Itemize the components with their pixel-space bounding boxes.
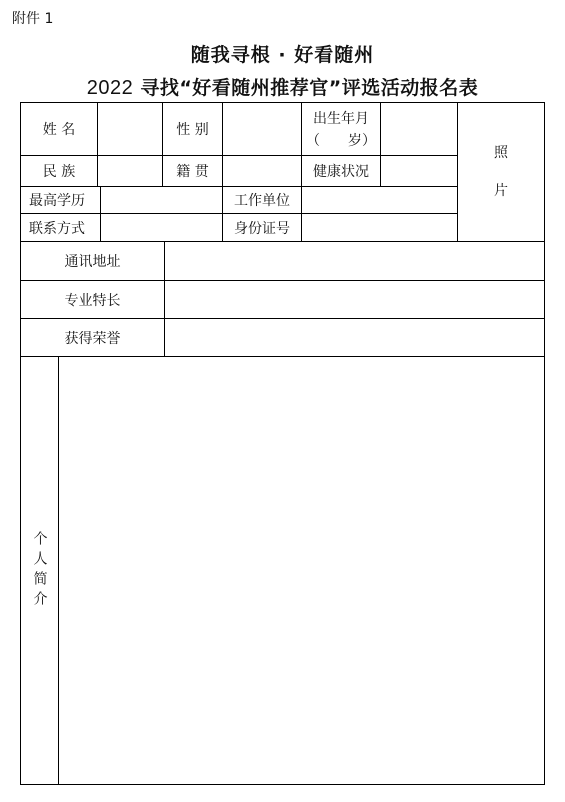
health-label: 健康状况 <box>313 164 369 180</box>
title-year: 2022 <box>86 77 134 99</box>
photo-label-1: 照 <box>494 145 508 161</box>
age-label: （ 岁） <box>306 133 376 149</box>
health-field[interactable] <box>381 156 457 186</box>
gender-label: 性 别 <box>176 122 209 138</box>
contact-label: 联系方式 <box>29 220 85 237</box>
origin-label: 籍 贯 <box>176 164 209 180</box>
ethnicity-field[interactable] <box>98 156 162 186</box>
birth-date-label-cell <box>302 103 380 155</box>
birth-date-label: 出生年月 <box>313 111 369 127</box>
photo-box[interactable] <box>458 103 544 241</box>
ethnicity-label: 民 族 <box>42 164 76 180</box>
table-border-bottom <box>20 784 544 785</box>
title-line-2 <box>0 73 565 100</box>
contact-field[interactable] <box>101 214 222 241</box>
name-field[interactable] <box>98 103 162 155</box>
origin-field[interactable] <box>223 156 301 186</box>
work-unit-label: 工作单位 <box>234 193 290 209</box>
address-label: 通讯地址 <box>64 254 121 270</box>
id-number-field[interactable] <box>302 214 457 241</box>
specialty-field[interactable] <box>165 281 544 318</box>
education-label: 最高学历 <box>29 193 85 209</box>
honors-field[interactable] <box>165 319 544 356</box>
bio-label: 个人简介 <box>31 530 48 611</box>
bio-field[interactable] <box>59 357 544 784</box>
work-unit-field[interactable] <box>302 187 457 213</box>
title-line-1: 随我寻根 · 好看随州 <box>190 44 375 66</box>
title-text: 寻找“好看随州推荐官”评选活动报名表 <box>133 77 479 99</box>
address-field[interactable] <box>165 242 544 280</box>
bio-label-cell <box>21 357 58 784</box>
gender-field[interactable] <box>223 103 301 155</box>
attachment-label: 附件 1 <box>12 11 54 27</box>
photo-label-2: 片 <box>494 183 508 199</box>
honors-label: 获得荣誉 <box>64 330 121 347</box>
birth-date-field[interactable] <box>381 103 457 155</box>
specialty-label: 专业特长 <box>64 292 121 309</box>
table-border-right <box>544 102 545 785</box>
education-field[interactable] <box>101 187 222 213</box>
name-label: 姓 名 <box>42 122 76 138</box>
id-number-label: 身份证号 <box>234 220 290 237</box>
